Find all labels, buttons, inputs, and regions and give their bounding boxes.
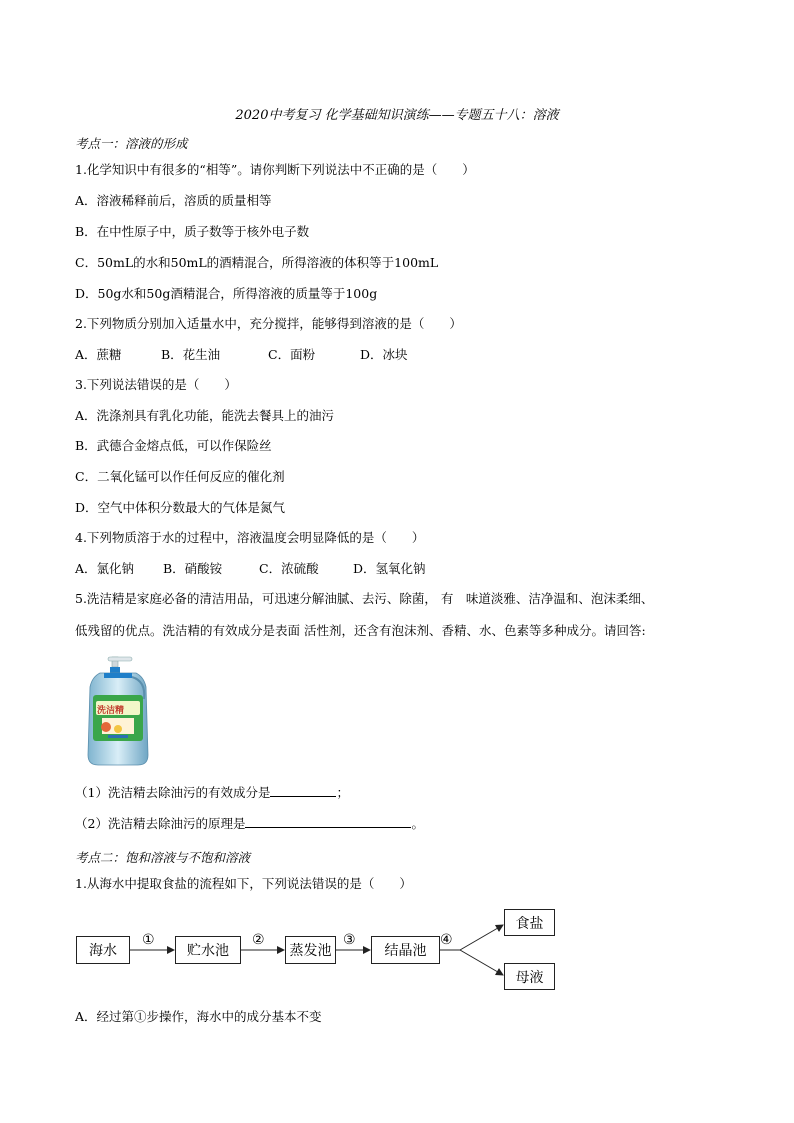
- question-2-option-c: C．面粉: [268, 347, 316, 362]
- question-5-sub-2-end: 。: [411, 816, 424, 831]
- answer-blank-1[interactable]: [270, 784, 336, 797]
- question-4-option-c: C．浓硫酸: [259, 561, 319, 576]
- flow-node-mother-liquor: 母液: [504, 963, 555, 990]
- question-4-option-a: A．氯化钠: [75, 561, 135, 576]
- section-heading-2: 考点二：饱和溶液与不饱和溶液: [75, 850, 251, 865]
- bottle-label-text: 洗洁精: [97, 706, 125, 716]
- flow-node-reservoir: 贮水池: [175, 936, 241, 964]
- question-3-option-b: B．武德合金熔点低，可以作保险丝: [75, 438, 272, 453]
- flow-node-seawater: 海水: [76, 936, 130, 964]
- flow-node-crystallization-pond: 结晶池: [371, 936, 440, 964]
- question-5-line-1: 5.洗洁精是家庭必备的清洁用品，可迅速分解油腻、去污、除菌， 有 味道淡雅、洁净温和、泡沫柔细、: [75, 591, 654, 606]
- question-3-option-c: C．二氧化锰可以作任何反应的催化剂: [75, 469, 285, 484]
- question-3-stem: 3.下列说法错误的是（ ）: [75, 377, 237, 392]
- question-2-option-b: B．花生油: [161, 347, 221, 362]
- question-5-line-2: 低残留的优点。洗洁精的有效成分是表面 活性剂，还含有泡沫剂、香精、水、色素等多种成分。请回答:: [75, 623, 646, 638]
- question-2-options: [75, 347, 408, 363]
- question-1-option-c: C．50mL的水和50mL的酒精混合，所得溶液的体积等于100mL: [75, 255, 439, 270]
- question-3-option-a: A．洗涤剂具有乳化功能，能洗去餐具上的油污: [75, 408, 335, 423]
- question-5-sub-2: [75, 815, 424, 832]
- flow-step-2: ②: [252, 932, 265, 948]
- question-2-stem: 2.下列物质分别加入适量水中，充分搅拌，能够得到溶液的是（ ）: [75, 316, 462, 331]
- question-5-sub-1-end: ；: [336, 785, 349, 800]
- question-4-option-d: D．氢氧化钠: [353, 561, 426, 576]
- question-2-option-a: A．蔗糖: [75, 347, 122, 362]
- section-heading-1: 考点一：溶液的形成: [75, 136, 188, 151]
- flow-step-3: ③: [343, 932, 356, 948]
- question-3-option-d: D．空气中体积分数最大的气体是氮气: [75, 500, 286, 515]
- question-5-sub-1-text: （1）洗洁精去除油污的有效成分是: [75, 785, 271, 800]
- question-4-stem: 4.下列物质溶于水的过程中，溶液温度会明显降低的是（ ）: [75, 530, 425, 545]
- question-2-option-d: D．冰块: [360, 347, 408, 362]
- question-1-option-a: A．溶液稀释前后，溶质的质量相等: [75, 193, 272, 208]
- question-5-sub-2-text: （2）洗洁精去除油污的原理是: [75, 816, 246, 831]
- question-4-option-b: B．硝酸铵: [163, 561, 223, 576]
- question-1-option-b: B．在中性原子中，质子数等于核外电子数: [75, 224, 310, 239]
- flow-step-1: ①: [142, 932, 155, 948]
- flow-step-4: ④: [440, 932, 453, 948]
- question-1-option-d: D．50g水和50g酒精混合，所得溶液的质量等于100g: [75, 286, 378, 301]
- flow-node-salt: 食盐: [504, 909, 555, 936]
- question-1-stem: 1.化学知识中有很多的“相等”。请你判断下列说法中不正确的是（ ）: [75, 162, 475, 177]
- page-title: 2020中考复习 化学基础知识演练——专题五十八：溶液: [235, 108, 559, 123]
- flow-node-evaporation-pond: 蒸发池: [285, 936, 336, 964]
- question-4-options: [75, 561, 426, 577]
- question-s2-1-option-a: A．经过第①步操作，海水中的成分基本不变: [75, 1009, 322, 1024]
- question-s2-1-stem: 1.从海水中提取食盐的流程如下，下列说法错误的是（ ）: [75, 876, 412, 891]
- question-5-sub-1: [75, 784, 349, 801]
- answer-blank-2[interactable]: [245, 815, 411, 828]
